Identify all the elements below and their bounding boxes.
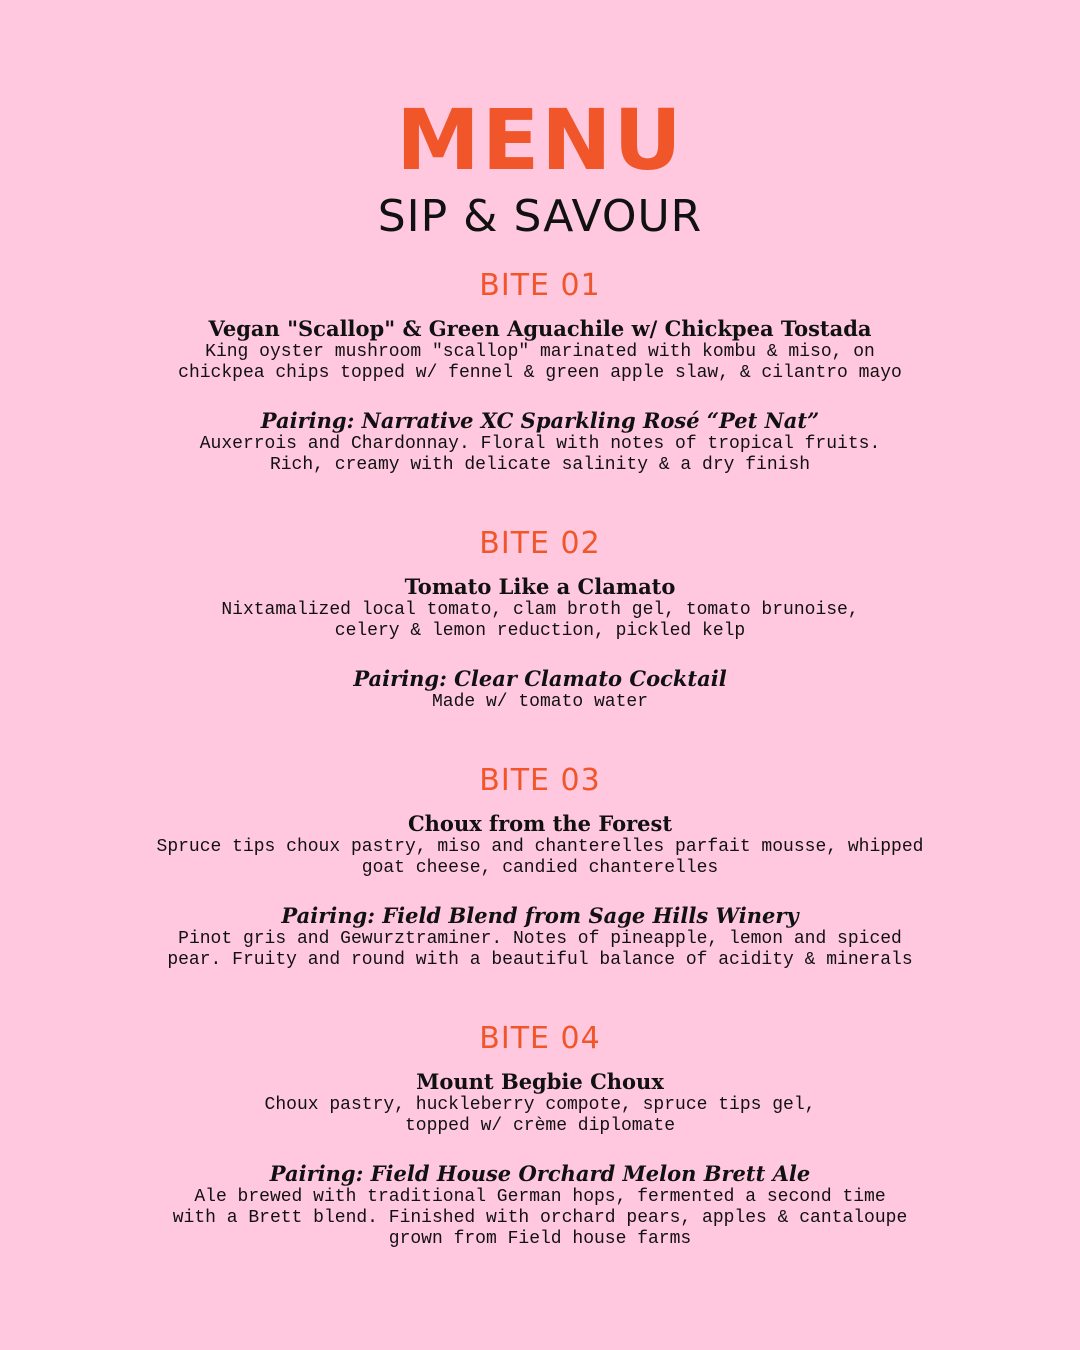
dish-name: Choux from the Forest [407, 811, 673, 836]
pairing-description: Made w/ tomato water [431, 692, 649, 712]
bite-section-4 [0, 1021, 1080, 1250]
dish-description: Spruce tips choux pastry, miso and chanterelles parfait mousse, whipped goat cheese, candied chanterelles [156, 837, 924, 878]
pairing-description: Auxerrois and Chardonnay. Floral with notes of tropical fruits. Rich, creamy with delicate salinity & a dry finish [199, 434, 881, 475]
bite-label: BITE 02 [479, 526, 601, 561]
pairing-title: Pairing: Clear Clamato Cocktail [353, 666, 727, 691]
pairing-title: Pairing: Narrative XC Sparkling Rosé “Pet Nat” [260, 408, 820, 433]
pairing-title: Pairing: Field Blend from Sage Hills Winery [281, 903, 799, 928]
pairing-description: Pinot gris and Gewurztraminer. Notes of pineapple, lemon and spiced pear. Fruity and round with a beautiful balance of acidity & minerals [167, 929, 913, 970]
dish-name: Vegan "Scallop" & Green Aguachile w/ Chickpea Tostada [208, 316, 872, 341]
menu-subtitle: SIP & SAVOUR [377, 191, 703, 242]
pairing-description: Ale brewed with traditional German hops, fermented a second time with a Brett blend. Finished with orchard pears, apples & cantaloupe grown from Field house farms [172, 1187, 908, 1249]
bite-section-3 [0, 763, 1080, 971]
dish-description: Choux pastry, huckleberry compote, spruce tips gel, topped w/ crème diplomate [264, 1095, 816, 1136]
dish-description: Nixtamalized local tomato, clam broth gel, tomato brunoise, celery & lemon reduction, pickled kelp [221, 600, 859, 641]
menu-title: MENU [396, 91, 684, 189]
dish-name: Mount Begbie Choux [416, 1069, 664, 1094]
bite-section-2 [0, 526, 1080, 713]
bite-label: BITE 04 [479, 1021, 601, 1056]
bite-section-1 [0, 268, 1080, 476]
bite-label: BITE 03 [479, 763, 601, 798]
dish-name: Tomato Like a Clamato [404, 574, 676, 599]
dish-description: King oyster mushroom "scallop" marinated with kombu & miso, on chickpea chips topped w/ fennel & green apple slaw, & cilantro mayo [178, 342, 902, 383]
bite-label: BITE 01 [479, 268, 601, 303]
pairing-title: Pairing: Field House Orchard Melon Brett Ale [269, 1161, 811, 1186]
